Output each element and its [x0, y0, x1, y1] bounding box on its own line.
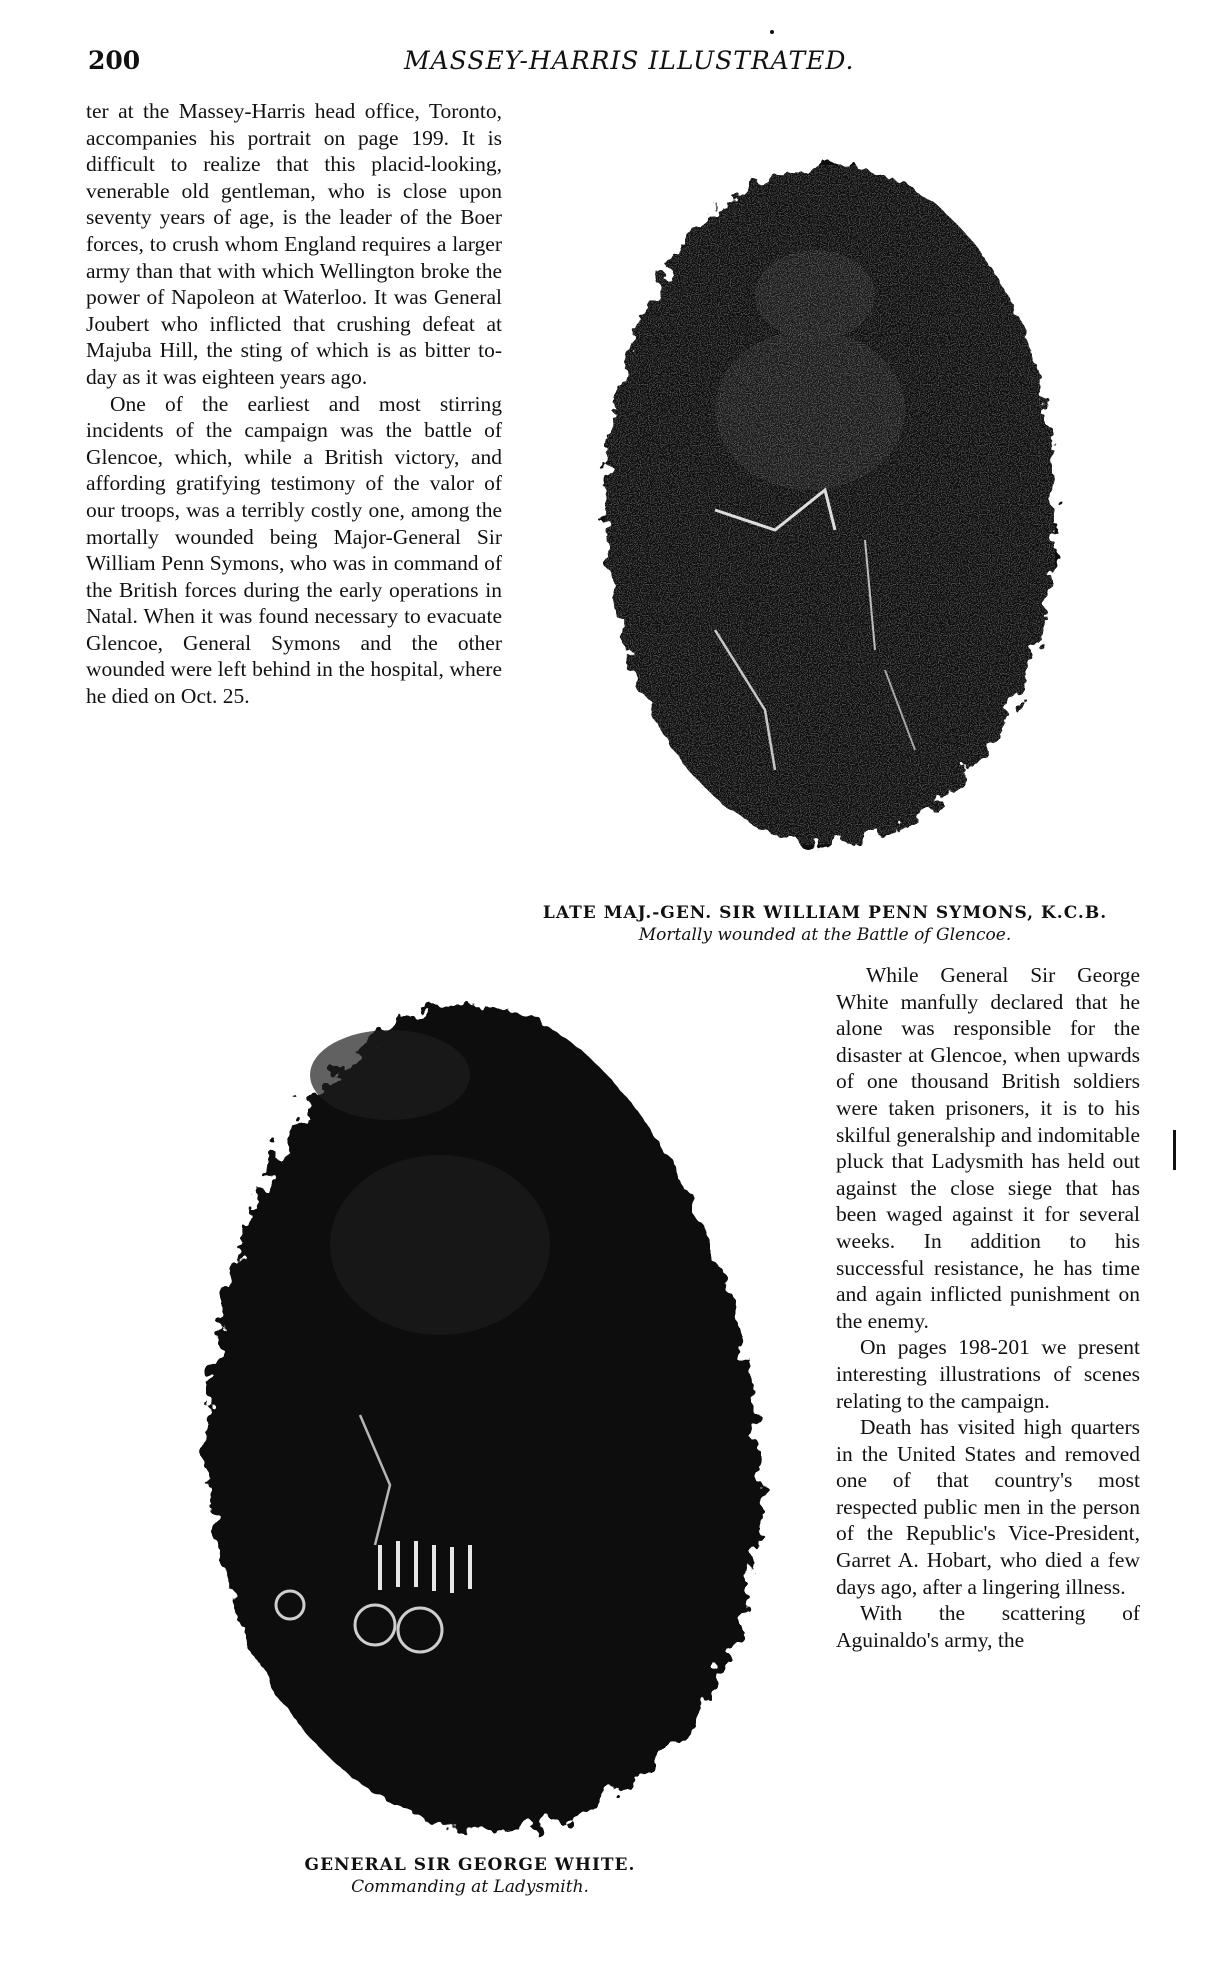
paragraph: Death has visited high quarters in the United States and removed one of that country's most respected public men in the person of the Republic's Vice-President, Garret A. Hobart, who died a few days ago, after a lingering illness.: [836, 1415, 1140, 1599]
portrait-white-image: [140, 985, 810, 1855]
paragraph: ter at the Massey-Harris head office, Toronto, accompanies his portrait on page 199. It is difficult to realize that this placid-looking, venerable old gentleman, who is close upon seventy years of age, is the leader of the Boer forces, to crush whom England requires a larger army than that with which Wellington broke the power of Napoleon at Waterloo. It was General Joubert who inflicted that crushing defeat at Majuba Hill, the sting of which is as bitter to-day as it was eighteen years ago.: [86, 99, 502, 389]
running-title: MASSEY-HARRIS ILLUSTRATED.: [404, 46, 855, 75]
left-text-column: [86, 98, 502, 710]
print-speck: [770, 30, 774, 34]
print-mark: [1173, 1130, 1176, 1170]
white-caption: [200, 1854, 740, 1898]
right-text-column: [836, 962, 1140, 1653]
paragraph: With the scattering of Aguinaldo's army, the: [836, 1601, 1140, 1652]
page-header: [84, 44, 1144, 84]
paragraph: One of the earliest and most stirring incidents of the campaign was the battle of Glencoe, which, while a British victory, and affording gratifying testimony of the valor of our troops, was a terribly costly one, among the mortally wounded being Major-General Sir William Penn Symons, who was in command of the British forces during the early operations in Natal. When it was found necessary to evacuate Glencoe, General Symons and the other wounded were left behind in the hospital, where he died on Oct. 25.: [86, 391, 502, 709]
caption-subtitle: Commanding at Ladysmith.: [351, 1877, 589, 1897]
symons-caption: [505, 902, 1145, 946]
caption-title: GENERAL SIR GEORGE WHITE.: [304, 1855, 636, 1875]
paragraph: While General Sir George White manfully declared that he alone was responsible for the disaster at Glencoe, when upwards of one thousand British soldiers were taken prisoners, it is to his skilful generalship and indomitable pluck that Ladysmith has held out against the close siege that has been waged against it for several weeks. In addition to his successful resistance, he has time and again inflicted punishment on the enemy.: [836, 963, 1140, 1333]
caption-title: LATE MAJ.-GEN. SIR WILLIAM PENN SYMONS, K.C.B.: [542, 903, 1108, 923]
portrait-symons-image: [565, 110, 1095, 890]
caption-subtitle: Mortally wounded at the Battle of Glencoe.: [638, 925, 1012, 945]
page-number: 200: [88, 46, 141, 75]
paragraph: On pages 198-201 we present interesting illustrations of scenes relating to the campaign.: [836, 1335, 1140, 1413]
